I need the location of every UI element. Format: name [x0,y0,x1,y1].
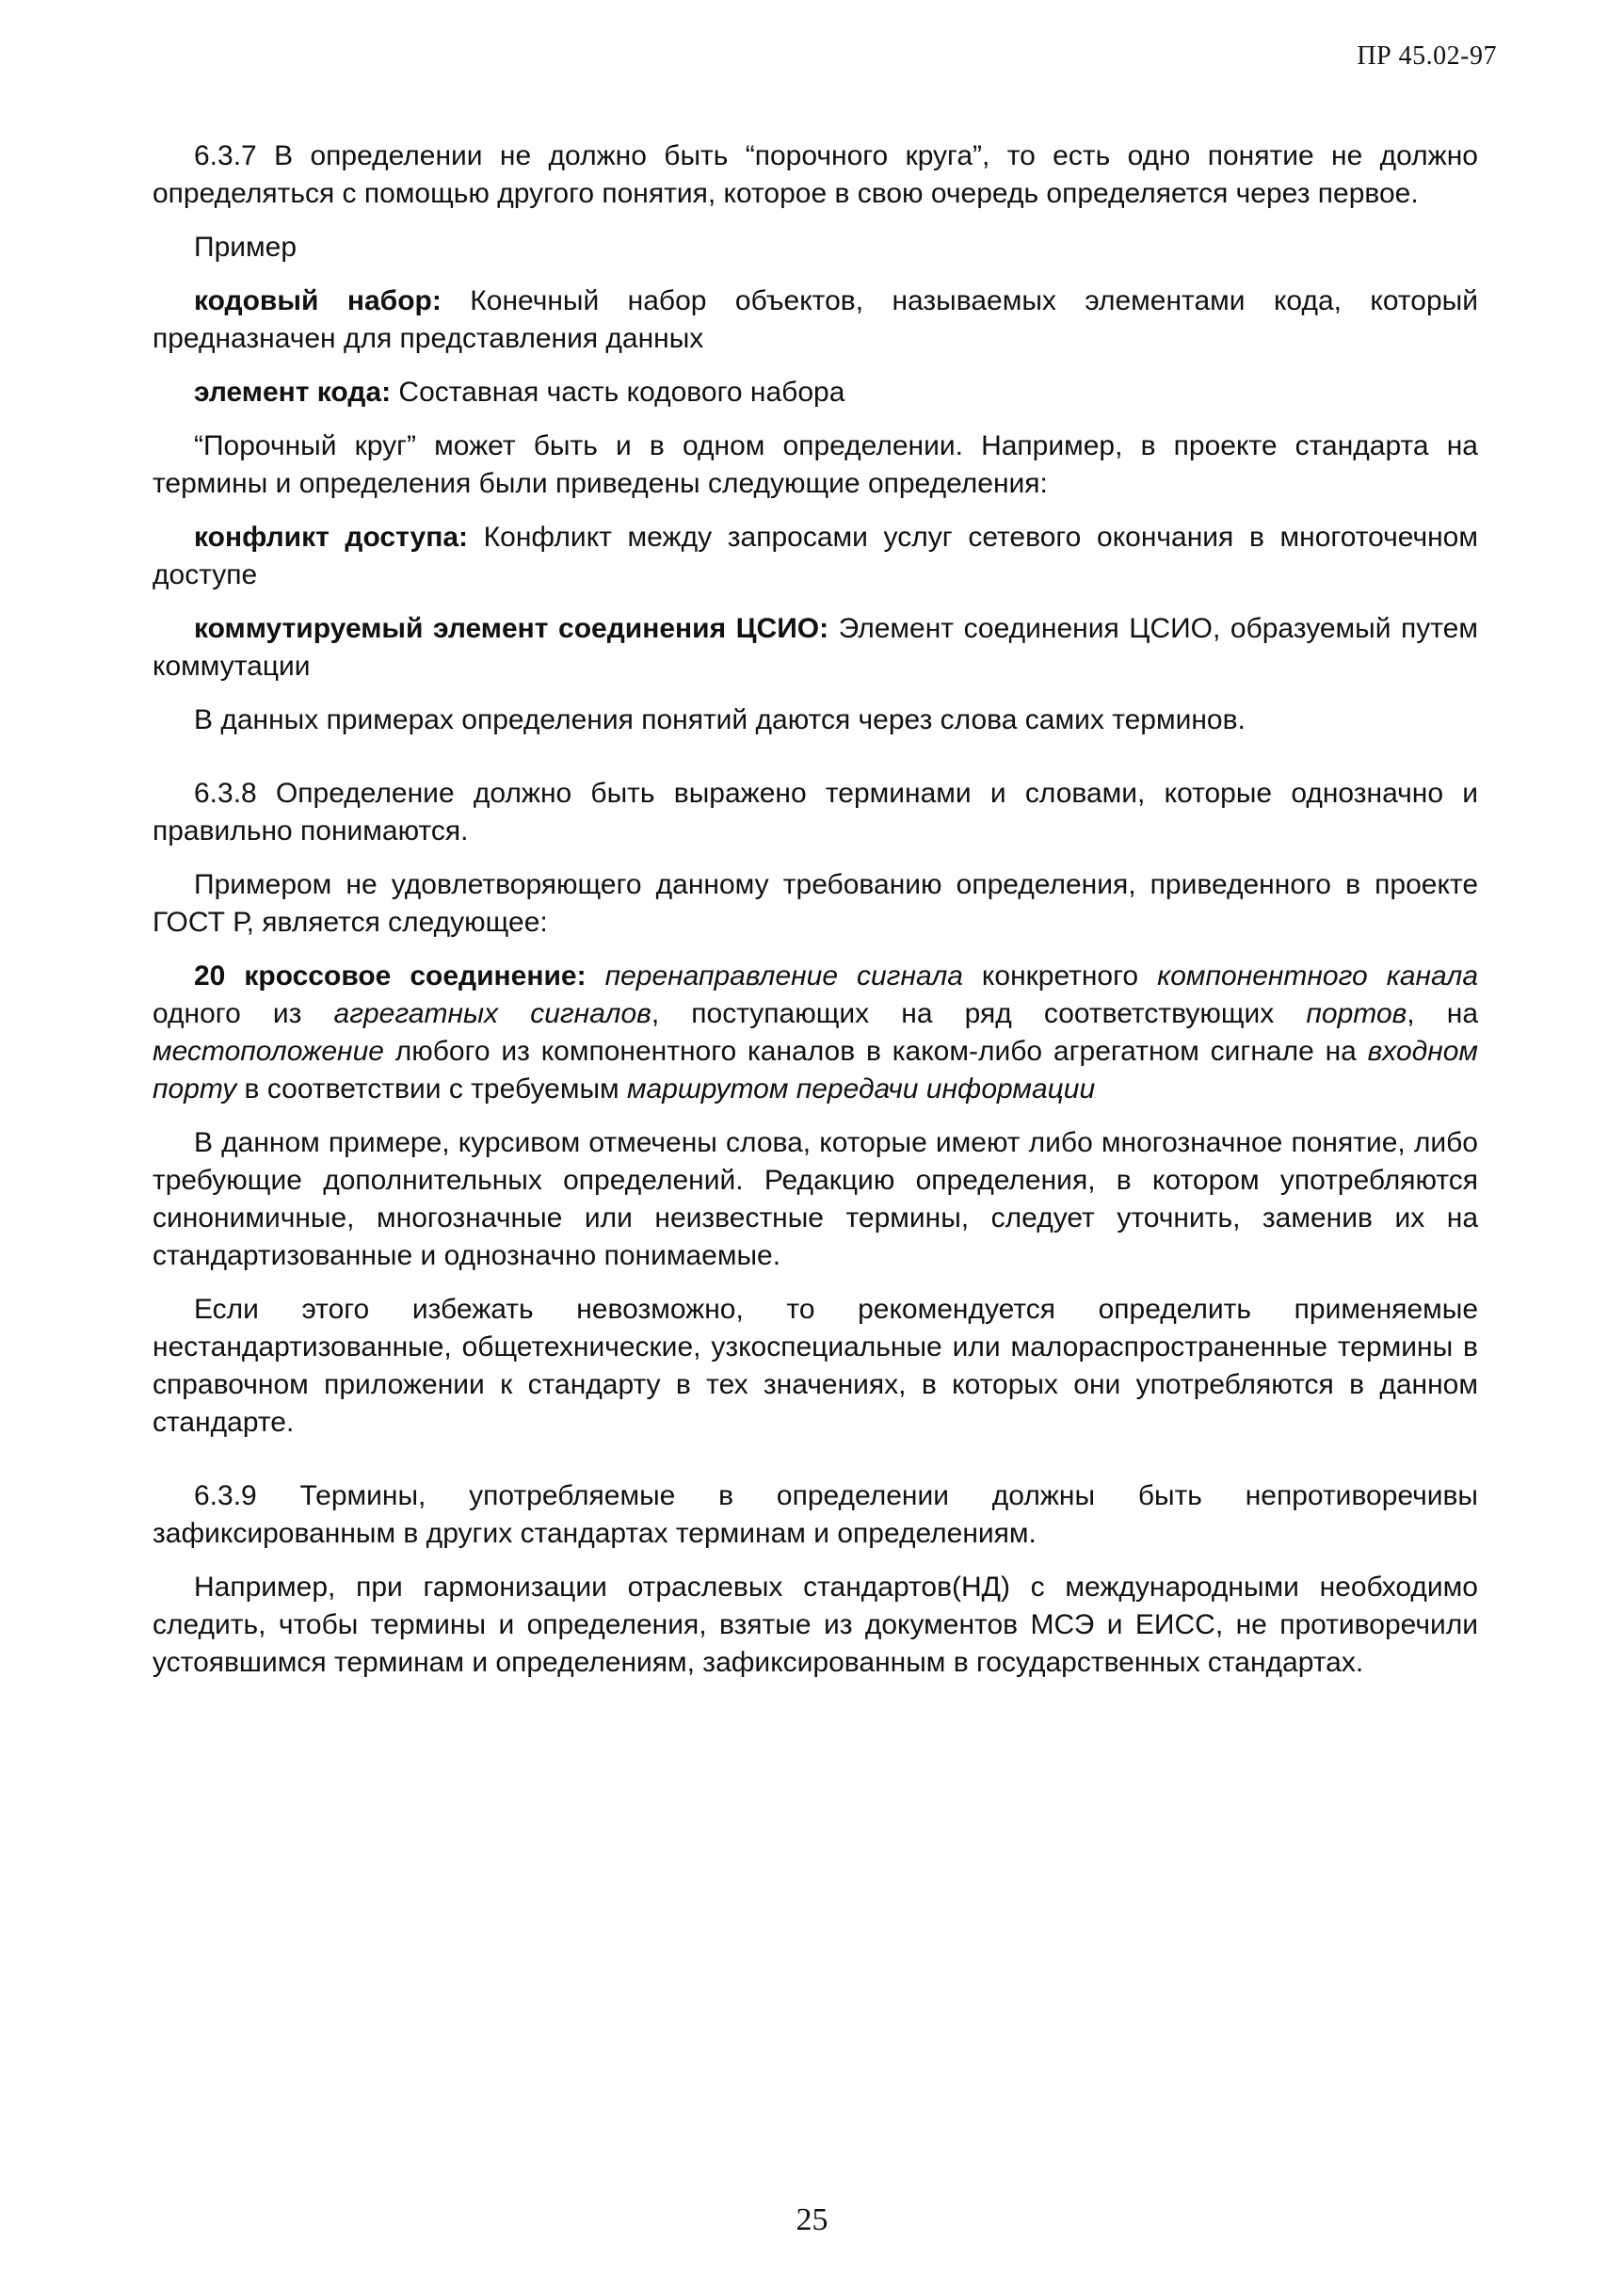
italic-word: перенаправление сигнала [604,960,963,992]
definition-text: конкретного [962,960,1158,992]
vicious-circle-paragraph: “Порочный круг” может быть и в одном определении. Например, в проекте стандарта на термины и определения были приведены следующие определения: [153,430,1478,499]
non-compliant-example-intro: Примером не удовлетворяющего данному требованию определения, приведенного в проекте ГОСТ Р, является следующее: [153,869,1478,938]
definition-term: кодовый набор: [194,285,442,316]
italic-word: маршрутом передачи информации [626,1073,1096,1105]
italic-word: портов [1306,998,1407,1029]
definition-text: Элемент соединения ЦСИО, образуемый путем коммутации [153,613,1478,682]
document-code: ПР 45.02-97 [1357,41,1497,71]
definition-term: элемент кода: [194,377,392,408]
definition-cross-connection [153,958,1478,1108]
clause-6-3-7-intro: 6.3.7 В определении не должно быть “порочного круга”, то есть одно понятие не должно определяться с помощью другого понятия, которое в свою очередь определяется через первое. [153,140,1478,209]
harmonization-paragraph: Например, при гармонизации отраслевых стандартов(НД) с международными необходимо следить, чтобы термины и определения, взятые из документов МСЭ и ЕИСС, не противоречили устоявшимся терминам и определениям, зафиксированным в государственных стандартах. [153,1572,1478,1678]
italic-word: входном порту [153,1036,1478,1105]
clause-6-3-9-intro: 6.3.9 Термины, употребляемые в определении должны быть непротиворечивы зафиксированным в других стандартах терминам и определениям. [153,1480,1478,1549]
clause-6-3-8-intro: 6.3.8 Определение должно быть выражено терминами и словами, которые однозначно и правильно понимаются. [153,778,1478,847]
definition-text: любого из компонентного каналов в каком-либо агрегатном сигнале на [383,1036,1368,1067]
definition-code-set [153,282,1478,358]
italic-word: компонентного канала [1157,960,1479,992]
definition-text: одного из [153,998,334,1029]
definition-text: , поступающих на ряд соответствующих [651,998,1307,1029]
italic-word: агрегатных сигналов [333,998,651,1029]
definition-term: коммутируемый элемент соединения ЦСИО: [194,613,829,644]
definition-text: Конфликт между запросами услуг сетевого окончания в многоточечном доступе [153,522,1478,590]
definition-text [587,960,605,992]
italic-explanation: В данном примере, курсивом отмечены слова, которые имеют либо многозначное понятие, либо требующие дополнительных определений. Редакцию определения, в котором употребляются синонимичные, многозначные или неизвестные термины, следует уточнить, заменив их на стандартизованные и однозначно понимаемые. [153,1127,1478,1271]
page-body [153,137,1478,1698]
definition-code-element [153,374,1478,411]
definition-text: Конечный набор объектов, называемых элементами кода, который предназначен для представления данных [153,285,1478,354]
italic-word: местоположение [153,1036,384,1067]
page-number: 25 [796,2202,828,2237]
definition-switched-element [153,610,1478,685]
definition-text: Составная часть кодового набора [391,377,845,408]
definition-term: конфликт доступа: [194,522,469,553]
example-label: Пример [194,232,297,263]
definition-text: в соответствии с требуемым [236,1073,627,1105]
definition-access-conflict [153,519,1478,594]
examples-conclusion: В данных примерах определения понятий даются через слова самих терминов. [194,704,1246,735]
recommendation-paragraph: Если этого избежать невозможно, то рекомендуется определить применяемые нестандартизованные, общетехнические, узкоспециальные или малораспространенные термины в справочном приложении к стандарту в тех значениях, в которых они употребляются в данном стандарте. [153,1294,1478,1438]
definition-text: , на [1407,998,1479,1029]
definition-term: 20 кроссовое соединение: [194,960,587,992]
